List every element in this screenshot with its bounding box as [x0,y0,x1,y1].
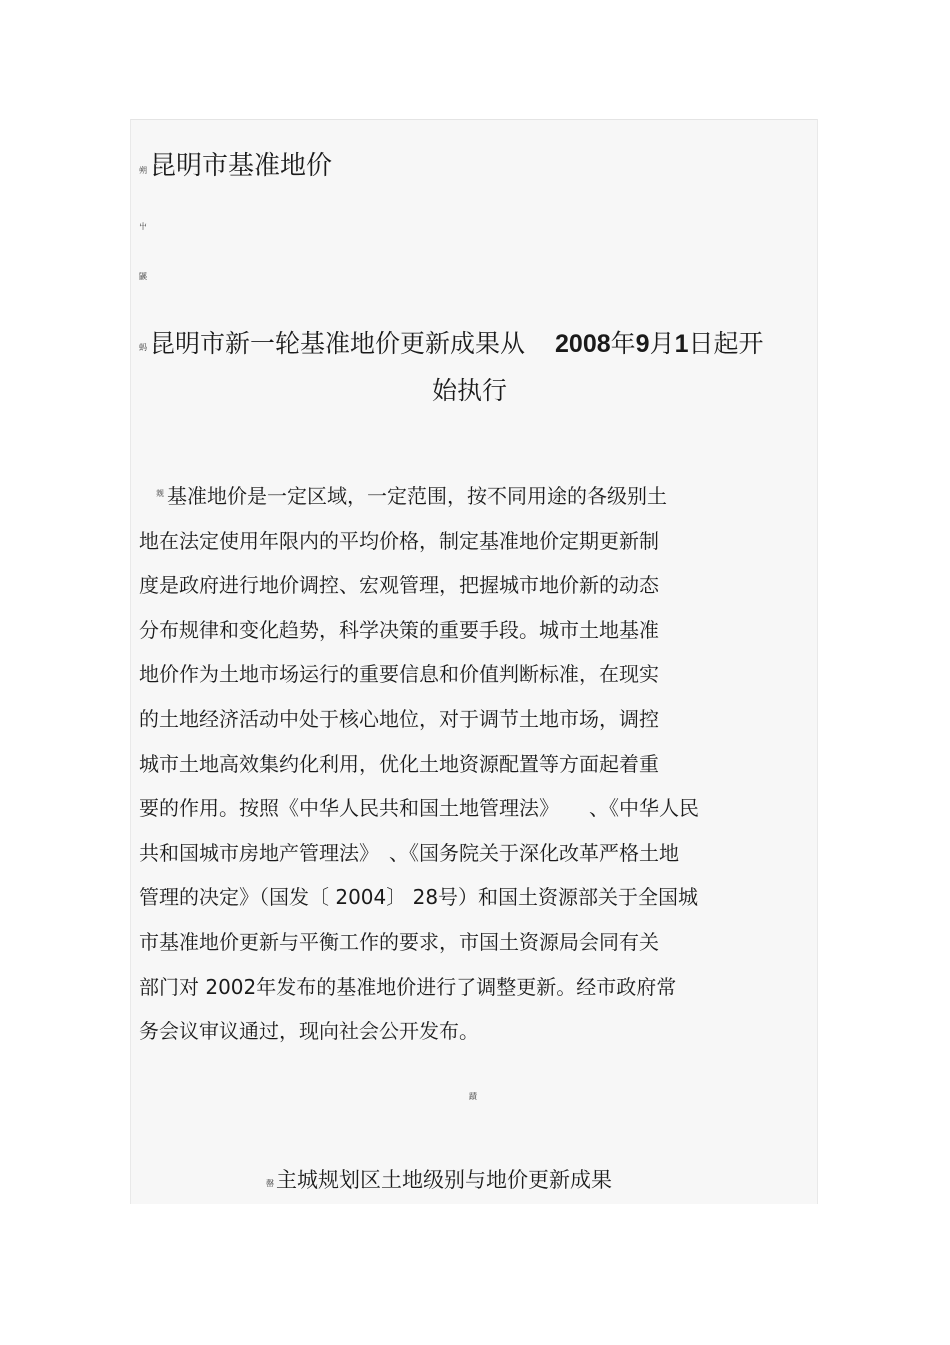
paragraph-line: 地价作为土地市场运行的重要信息和价值判断标准，在现实 [139,662,659,687]
margin-mark: 朔 [139,166,147,175]
headline-year: 2008 [555,330,611,358]
section-subheading: 主城规划区土地级别与地价更新成果 [276,1168,612,1192]
margin-mark: 鼷 [139,272,147,281]
headline-line2: 始执行 [432,376,508,405]
paragraph-line: 城市土地高效集约化利用，优化土地资源配置等方面起着重 [139,751,659,776]
headline [150,326,764,362]
page-title: 昆明市基准地价 [150,151,333,181]
paragraph-line: 度是政府进行地价调控、宏观管理，把握城市地价新的动态 [139,573,659,598]
headline-nian: 年 [610,329,636,358]
paragraph-line: 的土地经济活动中处于核心地位，对于调节土地市场，调控 [139,706,659,731]
headline-month: 9 [635,330,650,358]
paragraph-line: 部门对 2002年发布的基准地价进行了调整更新。经市政府常 [139,974,677,999]
headline-rest: 日起开 [688,329,764,358]
paragraph-line: 共和国城市房地产管理法》 、《国务院关于深化改革严格土地 [139,840,679,865]
headline-day: 1 [674,330,689,358]
paragraph-line: 分布规律和变化趋势，科学决策的重要手段。城市土地基准 [139,617,659,642]
paragraph-line: 要的作用。按照《中华人民共和国土地管理法》 、《中华人民 [139,796,699,821]
paragraph-line: 务会议审议通过，现向社会公开发布。 [139,1019,479,1044]
headline-text: 昆明市新一轮基准地价更新成果从 [150,329,526,358]
margin-mark: 屮 [139,222,147,231]
margin-mark: 蹟 [469,1092,477,1101]
paragraph-line: 市基准地价更新与平衡工作的要求，市国土资源局会同有关 [139,929,659,954]
headline-yue: 月 [649,329,675,358]
margin-mark: 觌 [156,489,164,498]
margin-mark: 罄 [266,1179,274,1188]
body-paragraph [139,474,819,1054]
paragraph-line: 地在法定使用年限内的平均价格，制定基准地价定期更新制 [139,528,659,553]
paragraph-line: 基准地价是一定区域，一定范围，按不同用途的各级别土 [167,484,667,508]
paragraph-line: 管理的决定》（国发〔 2004〕 28号）和国土资源部关于全国城 [139,885,699,910]
margin-mark: 蚂 [139,343,147,352]
